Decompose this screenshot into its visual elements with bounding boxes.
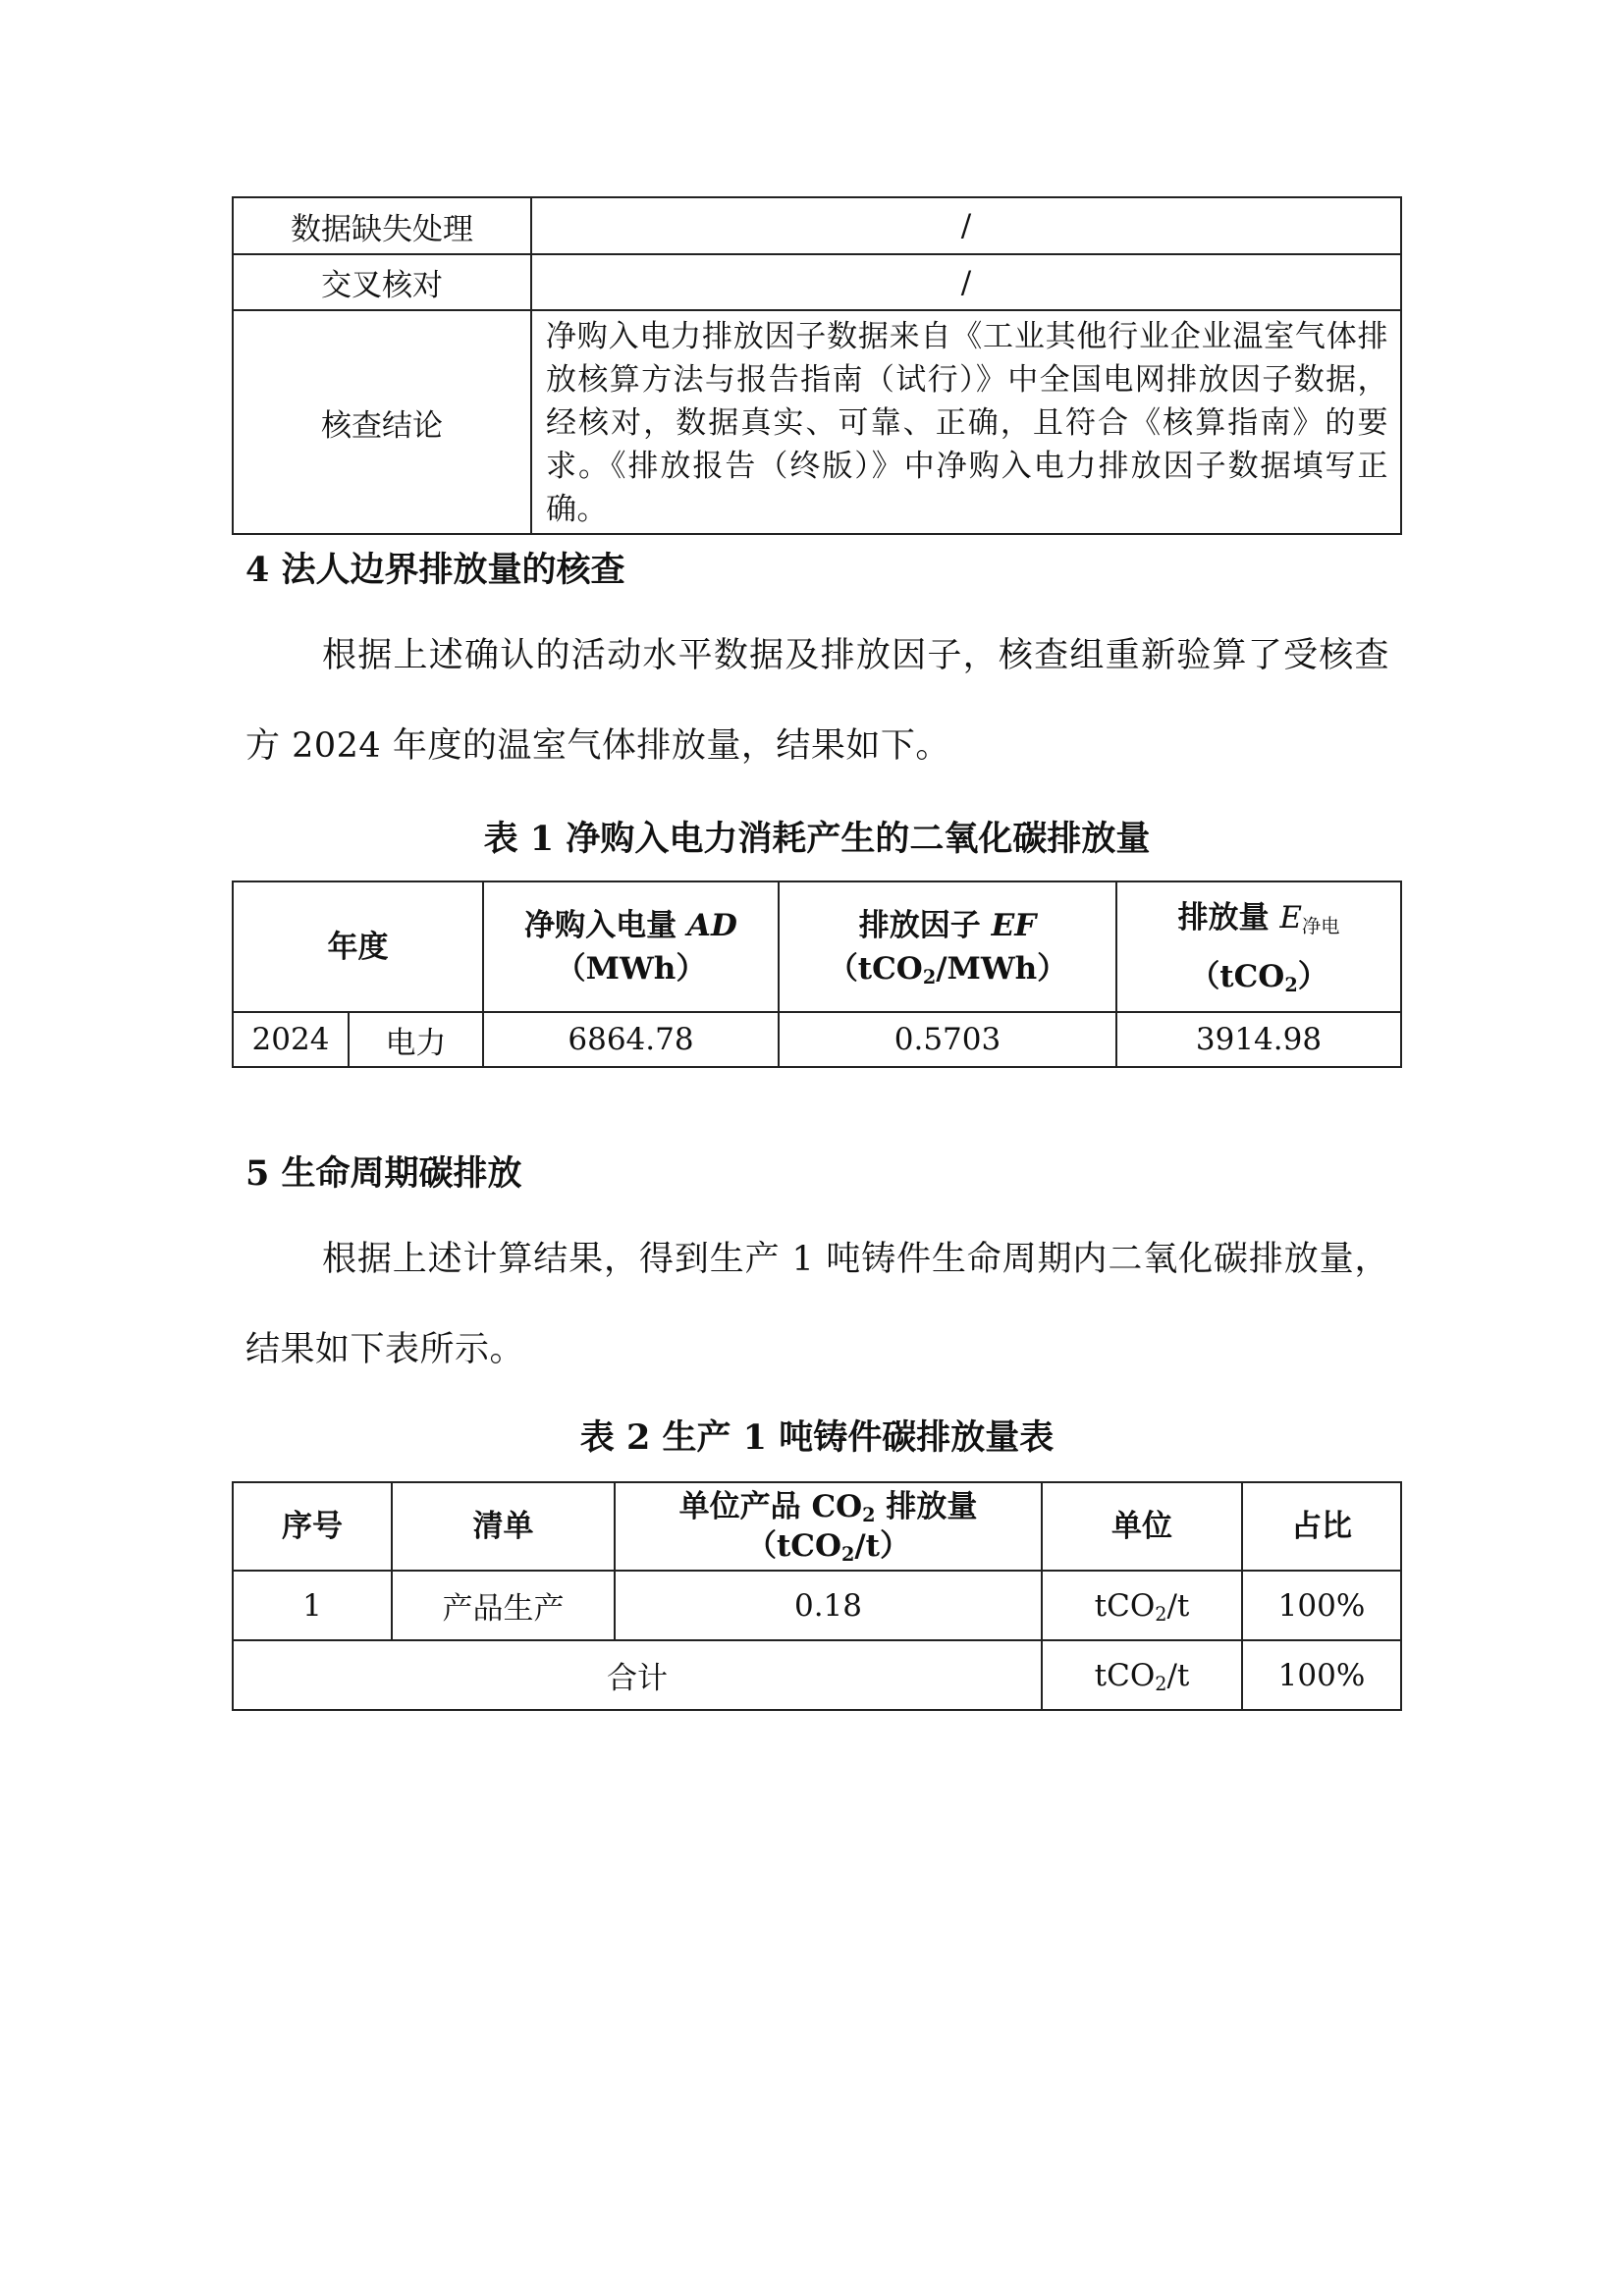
- cell-no: 1: [233, 1571, 392, 1640]
- table-row: [233, 1571, 1401, 1640]
- cell-total-share: 100%: [1242, 1640, 1401, 1710]
- section-5-heading: 5 生命周期碳排放: [245, 1153, 522, 1194]
- row-label: 数据缺失处理: [233, 197, 531, 254]
- cell-share: 100%: [1242, 1571, 1401, 1640]
- verification-table: [232, 196, 1402, 535]
- header-activity-data: 净购入电量 AD （MWh）: [483, 881, 779, 1012]
- header-unit: 单位: [1042, 1482, 1242, 1571]
- table-1-caption: 表 1 净购入电力消耗产生的二氧化碳排放量: [483, 819, 1151, 859]
- cell-total-unit: tCO$_2$/t: [1042, 1640, 1242, 1710]
- table-row: [233, 254, 1401, 310]
- table-row: [233, 310, 1401, 534]
- cell-unit: tCO$_2$/t: [1042, 1571, 1242, 1640]
- header-list: 清单: [392, 1482, 615, 1571]
- row-label: 交叉核对: [233, 254, 531, 310]
- table-total-row: [233, 1640, 1401, 1710]
- table-2-caption: 表 2 生产 1 吨铸件碳排放量表: [579, 1417, 1055, 1458]
- cell-year: 2024: [233, 1012, 349, 1067]
- section-5-paragraph: 根据上述计算结果，得到生产 1 吨铸件生命周期内二氧化碳排放量，结果如下表所示。: [245, 1240, 1389, 1369]
- header-share: 占比: [1242, 1482, 1401, 1571]
- table-row: [233, 197, 1401, 254]
- table-row: [233, 1012, 1401, 1067]
- cell-emission-factor: 0.5703: [779, 1012, 1116, 1067]
- header-year: 年度: [233, 881, 483, 1012]
- section-4-heading: 4 法人边界排放量的核查: [245, 550, 625, 590]
- header-emission-factor: 排放因子 EF （tCO$_2$/MWh）: [779, 881, 1116, 1012]
- header-unit-emission: 单位产品 $CO_2$ 排放量 （tCO$_2$/t）: [615, 1482, 1042, 1571]
- row-value: /: [531, 254, 1401, 310]
- cell-activity-data: 6864.78: [483, 1012, 779, 1067]
- cell-list: 产品生产: [392, 1571, 615, 1640]
- table-header-row: [233, 881, 1401, 1012]
- cell-total-label: 合计: [233, 1640, 1042, 1710]
- electricity-emission-table: [232, 881, 1402, 1068]
- table-header-row: [233, 1482, 1401, 1571]
- row-value: /: [531, 197, 1401, 254]
- header-emission-amount: 排放量 $E_{净电}$ （tCO$_2$）: [1116, 881, 1401, 1012]
- cell-emission-amount: 3914.98: [1116, 1012, 1401, 1067]
- verification-conclusion: 净购入电力排放因子数据来自《工业其他行业企业温室气体排放核算方法与报告指南（试行）》中全国电网排放因子数据，经核对，数据真实、可靠、正确，且符合《核算指南》的要求。《排放报告（终版）》中净购入电力排放因子数据填写正确。: [531, 310, 1401, 534]
- row-label: 核查结论: [233, 310, 531, 534]
- header-no: 序号: [233, 1482, 392, 1571]
- casting-emission-table: [232, 1481, 1402, 1711]
- cell-type: 电力: [349, 1012, 483, 1067]
- section-4-paragraph: 根据上述确认的活动水平数据及排放因子，核查组重新验算了受核查方 2024 年度的温室气体排放量，结果如下。: [245, 636, 1389, 766]
- cell-value: 0.18: [615, 1571, 1042, 1640]
